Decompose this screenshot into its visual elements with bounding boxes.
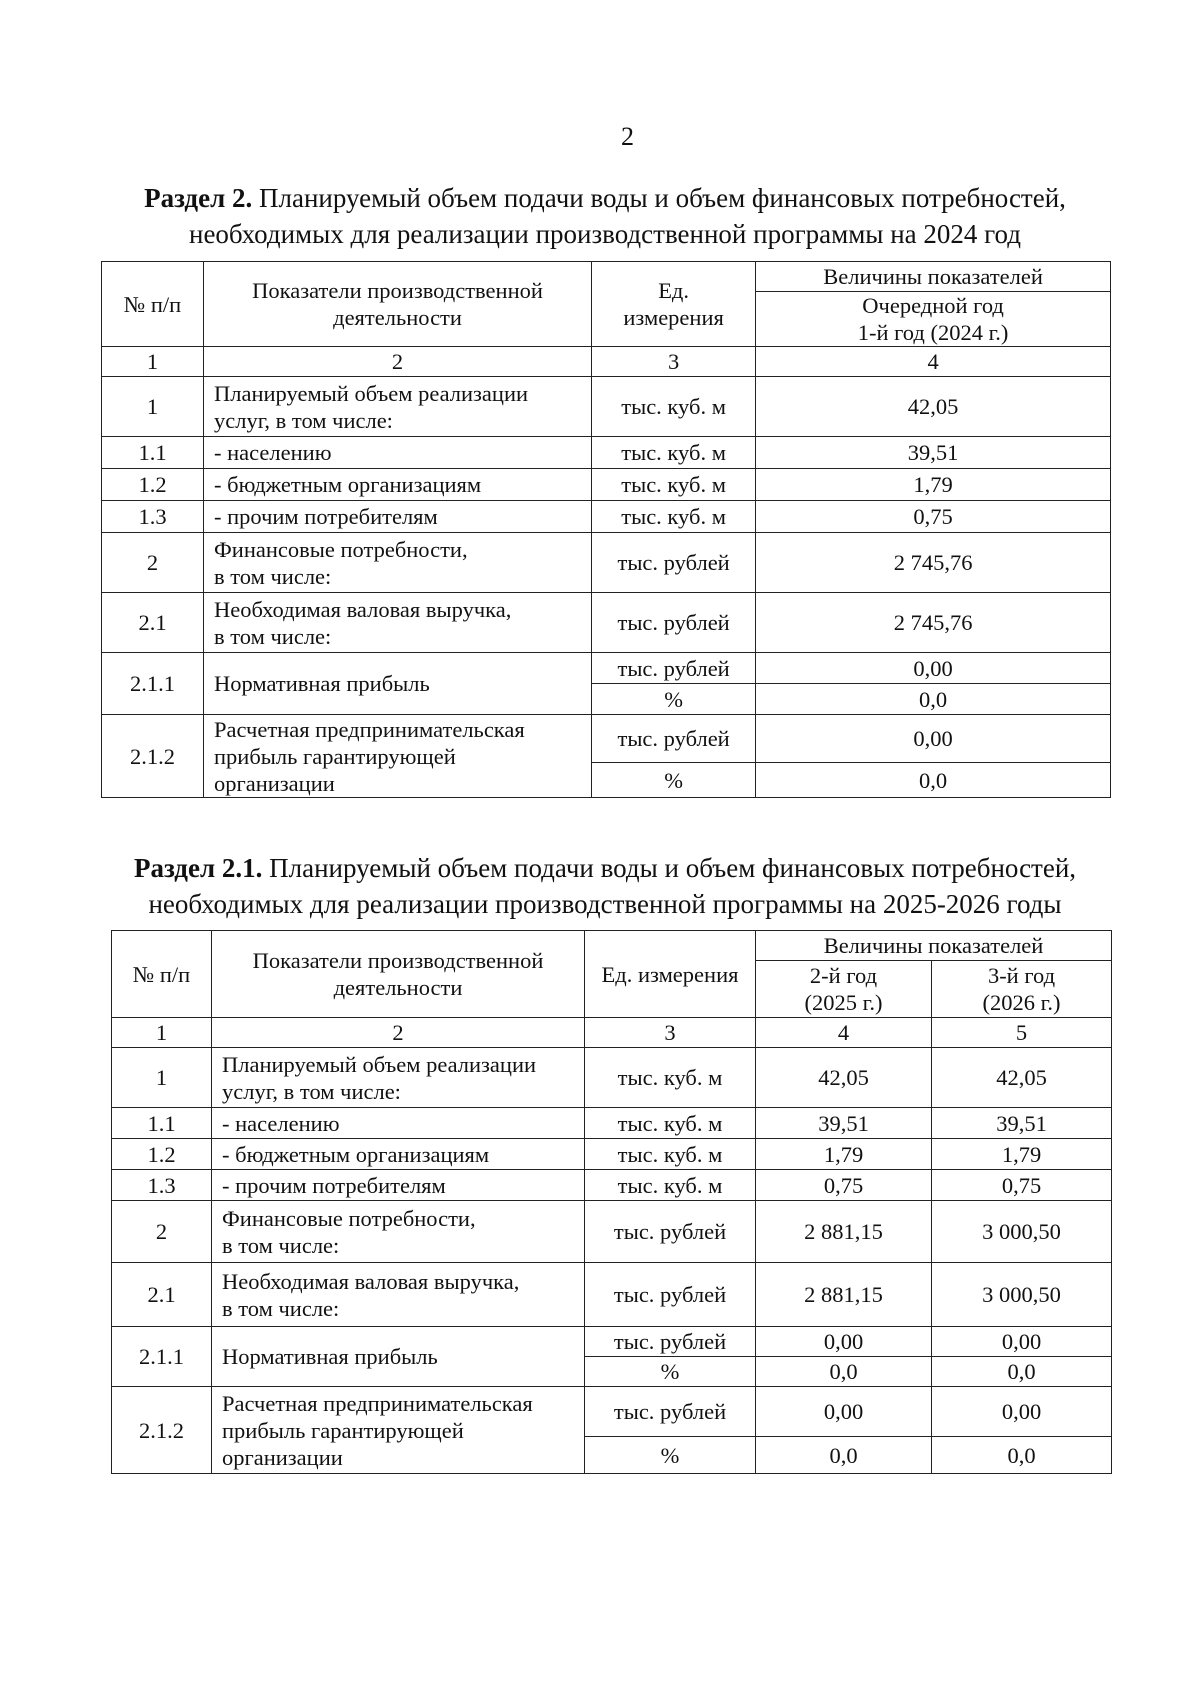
row-value-2025: 42,05: [756, 1048, 932, 1108]
column-number-row: [112, 1018, 1112, 1048]
row-num: 1: [102, 377, 204, 437]
row-label: - населению: [212, 1108, 585, 1139]
table-row: [102, 377, 1111, 437]
column-number: 5: [932, 1018, 1112, 1048]
section-2-1-table: [111, 930, 1112, 1474]
row-unit: %: [585, 1357, 756, 1387]
row-label: [204, 533, 592, 593]
row-unit: тыс. куб. м: [592, 437, 756, 469]
section-2-1-title: [100, 850, 1110, 922]
row-value: 0,0: [756, 763, 1111, 798]
row-value-2025: 39,51: [756, 1108, 932, 1139]
row-label-line1: Расчетная предпринимательская: [214, 716, 525, 742]
header-year-2025: [756, 961, 932, 1018]
header-indicator-line1: Показатели производственной: [252, 278, 543, 303]
row-num: 1.2: [102, 469, 204, 501]
section-2-title-line2: необходимых для реализации производственной программы на 2024 год: [189, 219, 1021, 249]
row-unit: тыс. рублей: [585, 1327, 756, 1357]
row-label-line1: Необходимая валовая выручка,: [222, 1268, 520, 1294]
header-year-line2: (2025 г.): [804, 990, 883, 1015]
row-value-2026: 0,75: [932, 1170, 1112, 1201]
row-label-line2: в том числе:: [214, 623, 332, 649]
row-value-2025: 0,0: [756, 1437, 932, 1474]
row-num: 1: [112, 1048, 212, 1108]
row-unit: тыс. рублей: [592, 533, 756, 593]
row-unit: тыс. куб. м: [585, 1170, 756, 1201]
row-unit: тыс. куб. м: [585, 1139, 756, 1170]
row-label: - бюджетным организациям: [204, 469, 592, 501]
row-label: [204, 715, 592, 798]
row-num: 2.1: [112, 1263, 212, 1327]
row-unit: %: [585, 1437, 756, 1474]
header-year-line1: 3-й год: [987, 963, 1056, 988]
header-indicator-line1: Показатели производственной: [252, 948, 544, 973]
row-label: - бюджетным организациям: [212, 1139, 585, 1170]
row-label-line3: организации: [214, 770, 335, 796]
row-value-2025: 2 881,15: [756, 1201, 932, 1263]
page-number: 2: [621, 122, 634, 151]
column-number: 1: [112, 1018, 212, 1048]
row-label-line2: услуг, в том числе:: [214, 407, 393, 433]
header-year-line2: (2026 г.): [982, 990, 1061, 1015]
section-2-title-line1: Планируемый объем подачи воды и объем финансовых потребностей,: [252, 183, 1066, 213]
row-num: 2.1.1: [102, 653, 204, 715]
row-value-2026: 3 000,50: [932, 1201, 1112, 1263]
row-value-2025: 1,79: [756, 1139, 932, 1170]
row-label-line2: услуг, в том числе:: [222, 1078, 401, 1104]
table-row: [112, 1170, 1112, 1201]
row-value-2026: 0,00: [932, 1327, 1112, 1357]
row-label: [212, 1263, 585, 1327]
row-value-2026: 0,0: [932, 1357, 1112, 1387]
header-num: № п/п: [102, 262, 204, 347]
row-value-2025: 0,00: [756, 1327, 932, 1357]
row-value: 0,00: [756, 715, 1111, 763]
row-value: 1,79: [756, 469, 1111, 501]
table-row: [102, 469, 1111, 501]
row-label-line2: прибыль гарантирующей: [222, 1417, 464, 1443]
row-unit: тыс. куб. м: [585, 1048, 756, 1108]
header-year-line1: Очередной год: [862, 293, 1004, 318]
row-value: 0,75: [756, 501, 1111, 533]
row-value: 0,0: [756, 684, 1111, 715]
header-year-line1: 2-й год: [809, 963, 878, 988]
header-values: Величины показателей: [756, 931, 1112, 961]
row-label-line2: в том числе:: [214, 563, 332, 589]
table-row: [102, 593, 1111, 653]
row-unit: тыс. куб. м: [592, 469, 756, 501]
section-2-title: [100, 180, 1110, 252]
header-indicator-line2: деятельности: [333, 975, 463, 1000]
header-values: Величины показателей: [756, 262, 1111, 292]
row-unit: тыс. куб. м: [592, 377, 756, 437]
table-row: [102, 437, 1111, 469]
header-year-line2: 1-й год (2024 г.): [857, 320, 1009, 345]
column-number: 2: [204, 347, 592, 377]
column-number-row: [102, 347, 1111, 377]
column-number: 2: [212, 1018, 585, 1048]
row-num: 1.3: [112, 1170, 212, 1201]
row-num: 1.2: [112, 1139, 212, 1170]
section-2-1-title-line1: Планируемый объем подачи воды и объем финансовых потребностей,: [262, 853, 1077, 883]
row-value-2026: 39,51: [932, 1108, 1112, 1139]
row-unit: тыс. куб. м: [592, 501, 756, 533]
row-unit: тыс. куб. м: [585, 1108, 756, 1139]
column-number: 4: [756, 347, 1111, 377]
row-label-line2: в том числе:: [222, 1232, 340, 1258]
column-number: 3: [585, 1018, 756, 1048]
row-unit: тыс. рублей: [592, 715, 756, 763]
row-value: 2 745,76: [756, 593, 1111, 653]
row-value-2025: 0,00: [756, 1387, 932, 1437]
row-label: - прочим потребителям: [212, 1170, 585, 1201]
row-label-line3: организации: [222, 1444, 343, 1470]
row-value-2025: 0,0: [756, 1357, 932, 1387]
row-unit: тыс. рублей: [585, 1201, 756, 1263]
table-header-row: [112, 931, 1112, 961]
header-num: № п/п: [112, 931, 212, 1018]
row-label-line1: Необходимая валовая выручка,: [214, 596, 512, 622]
row-unit: %: [592, 763, 756, 798]
row-num: 1.1: [112, 1108, 212, 1139]
table-header-row: [102, 262, 1111, 292]
row-unit: тыс. рублей: [585, 1387, 756, 1437]
row-label: Нормативная прибыль: [212, 1327, 585, 1387]
row-label: [212, 1387, 585, 1474]
table-row: [102, 653, 1111, 684]
row-label-line2: прибыль гарантирующей: [214, 743, 456, 769]
row-num: 2: [102, 533, 204, 593]
section-2-1-title-line2: необходимых для реализации производственной программы на 2025-2026 годы: [148, 889, 1062, 919]
section-2-1-title-bold: Раздел 2.1.: [133, 853, 263, 883]
row-label-line2: в том числе:: [222, 1295, 340, 1321]
row-label: - населению: [204, 437, 592, 469]
row-num: 1.3: [102, 501, 204, 533]
table-row: [112, 1387, 1112, 1437]
header-year-2024: [756, 292, 1111, 347]
table-row: [112, 1048, 1112, 1108]
row-value-2025: 0,75: [756, 1170, 932, 1201]
row-label-line1: Финансовые потребности,: [214, 536, 468, 562]
header-unit-line2: измерения: [623, 305, 724, 330]
row-unit: тыс. рублей: [592, 593, 756, 653]
header-unit: [592, 262, 756, 347]
table-row: [112, 1201, 1112, 1263]
row-value-2026: 1,79: [932, 1139, 1112, 1170]
table-row: [102, 533, 1111, 593]
row-value: 0,00: [756, 653, 1111, 684]
column-number: 4: [756, 1018, 932, 1048]
row-label: Нормативная прибыль: [204, 653, 592, 715]
row-label: [204, 377, 592, 437]
row-value-2026: 0,0: [932, 1437, 1112, 1474]
row-label: [212, 1048, 585, 1108]
table-row: [102, 501, 1111, 533]
row-value-2026: 0,00: [932, 1387, 1112, 1437]
table-row: [112, 1108, 1112, 1139]
row-num: 1.1: [102, 437, 204, 469]
row-label-line1: Финансовые потребности,: [222, 1205, 476, 1231]
column-number: 1: [102, 347, 204, 377]
row-value: 2 745,76: [756, 533, 1111, 593]
row-label: [204, 593, 592, 653]
row-unit: %: [592, 684, 756, 715]
header-indicator: [212, 931, 585, 1018]
table-row: [102, 715, 1111, 763]
header-unit-line1: Ед.: [658, 278, 690, 303]
row-label-line1: Расчетная предпринимательская: [222, 1390, 533, 1416]
section-2-table: [101, 261, 1111, 798]
row-num: 2.1: [102, 593, 204, 653]
row-label-line1: Планируемый объем реализации: [222, 1051, 537, 1077]
row-label-line1: Планируемый объем реализации: [214, 380, 529, 406]
row-value: 42,05: [756, 377, 1111, 437]
row-value-2026: 3 000,50: [932, 1263, 1112, 1327]
header-indicator-line2: деятельности: [333, 305, 462, 330]
row-unit: тыс. рублей: [592, 653, 756, 684]
header-unit: Ед. измерения: [585, 931, 756, 1018]
row-value-2025: 2 881,15: [756, 1263, 932, 1327]
column-number: 3: [592, 347, 756, 377]
row-num: 2.1.1: [112, 1327, 212, 1387]
row-label: - прочим потребителям: [204, 501, 592, 533]
row-num: 2.1.2: [112, 1387, 212, 1474]
row-num: 2.1.2: [102, 715, 204, 798]
header-year-2026: [932, 961, 1112, 1018]
table-row: [112, 1139, 1112, 1170]
row-unit: тыс. рублей: [585, 1263, 756, 1327]
row-value-2026: 42,05: [932, 1048, 1112, 1108]
table-row: [112, 1263, 1112, 1327]
row-num: 2: [112, 1201, 212, 1263]
table-row: [112, 1327, 1112, 1357]
section-2-title-bold: Раздел 2.: [144, 183, 253, 213]
row-value: 39,51: [756, 437, 1111, 469]
header-indicator: [204, 262, 592, 347]
row-label: [212, 1201, 585, 1263]
